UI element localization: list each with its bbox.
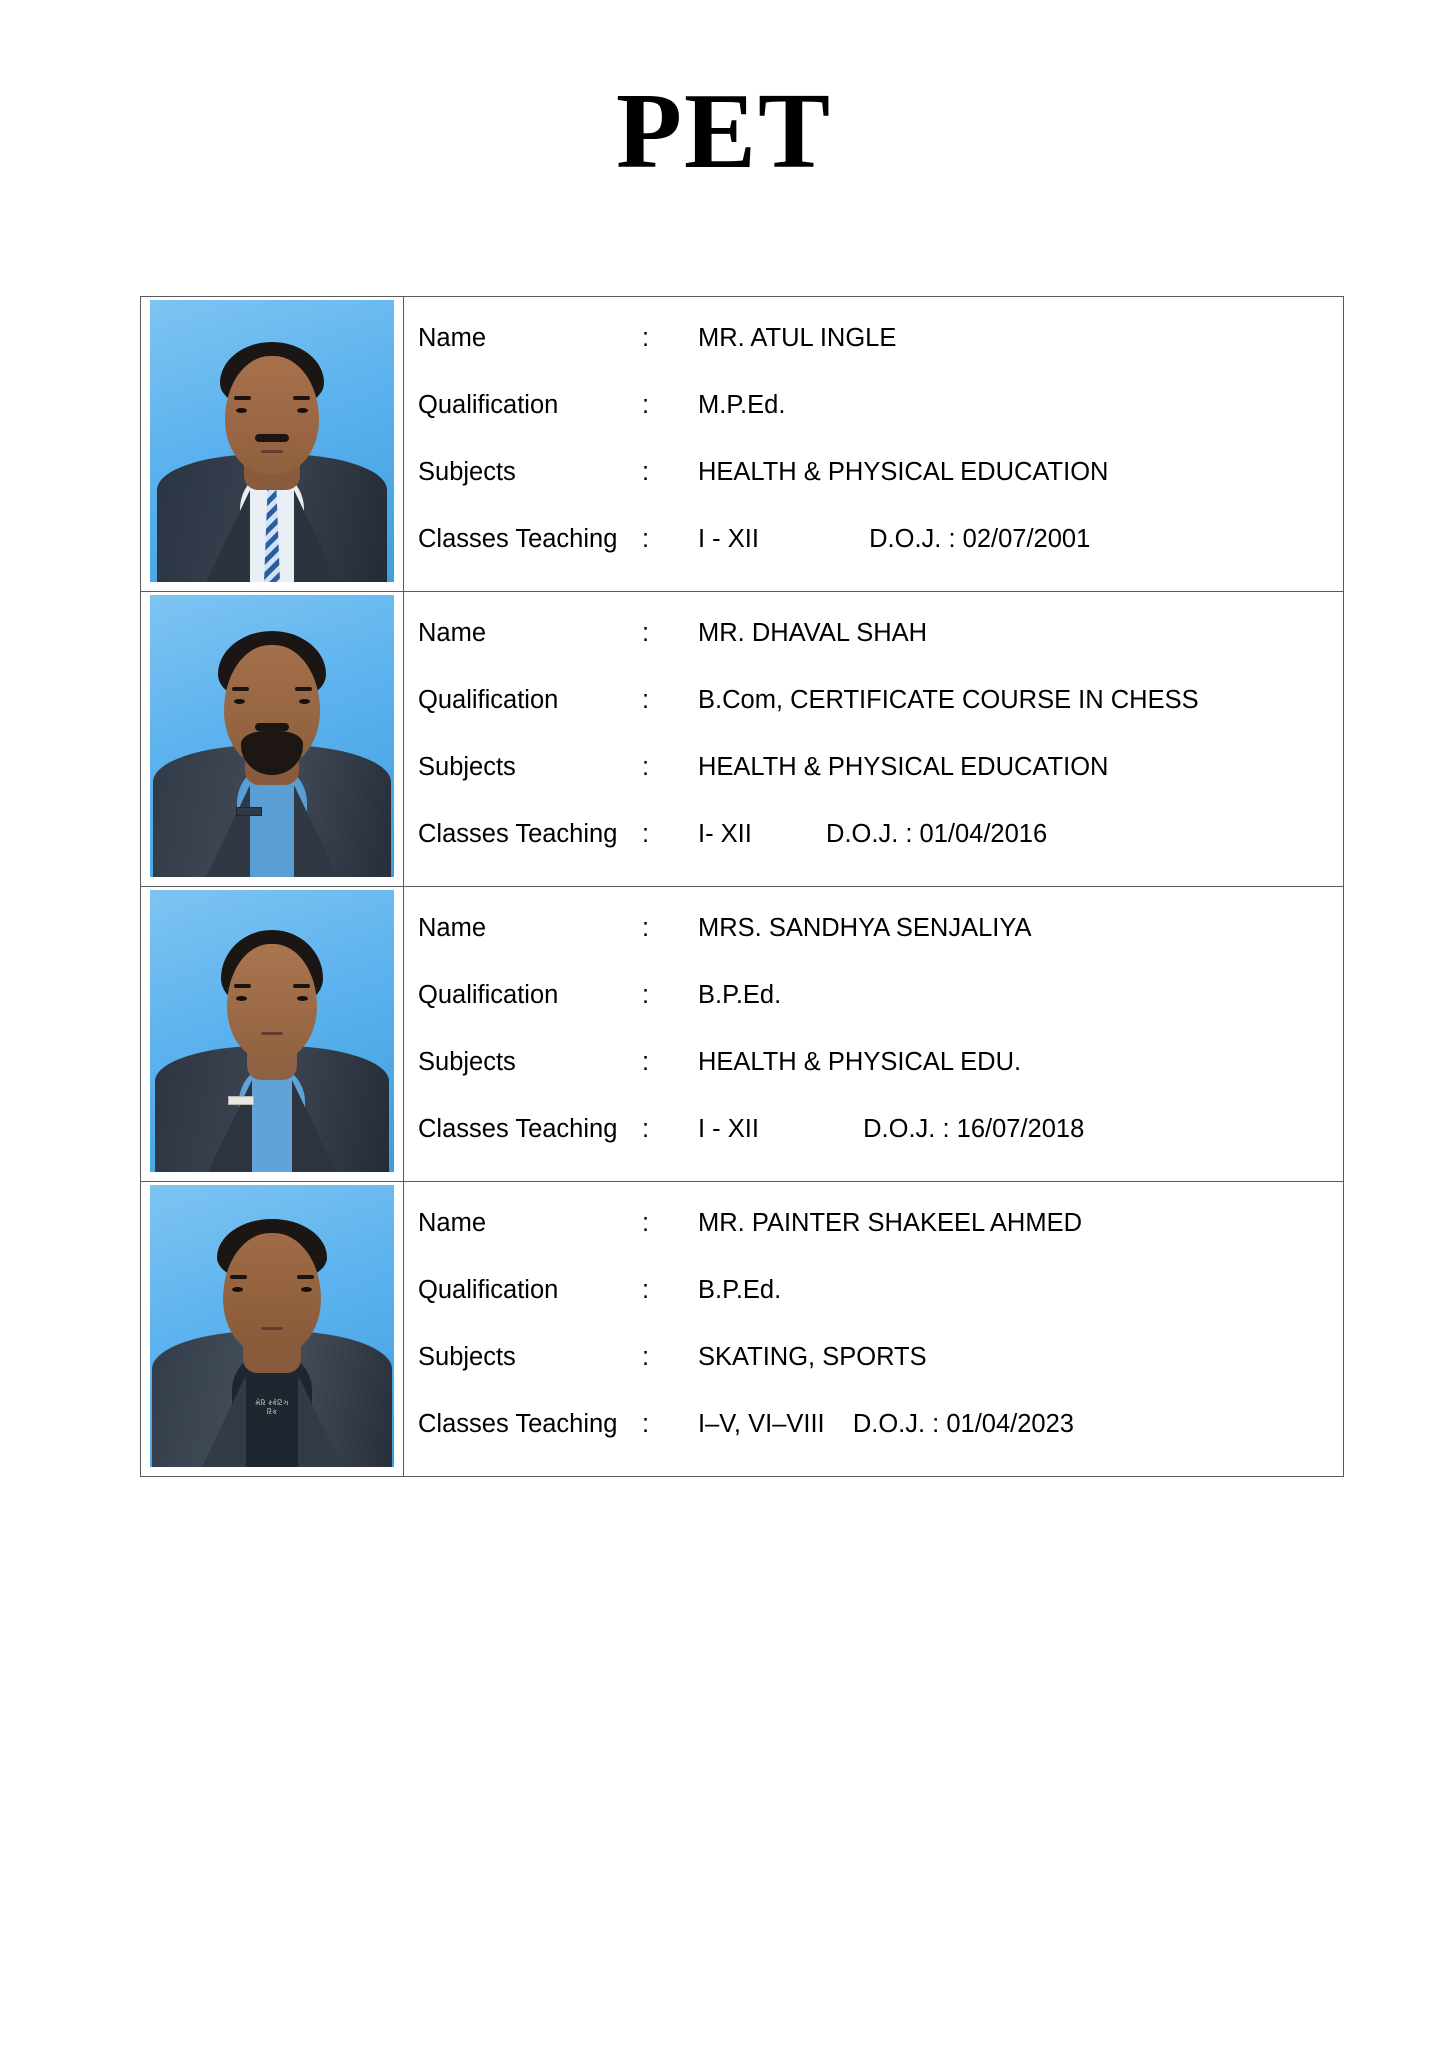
field-label-name: Name — [418, 619, 487, 647]
field-label-classes-teaching: Classes Teaching — [418, 525, 618, 553]
field-classes-teaching — [418, 1409, 1343, 1476]
field-value-name: MR. ATUL INGLE — [698, 324, 897, 352]
photo-cell — [141, 297, 404, 592]
date-of-joining: D.O.J. : 01/04/2023 — [852, 1410, 1074, 1438]
field-value-subjects: HEALTH & PHYSICAL EDUCATION — [698, 458, 1109, 486]
field-value-qualification: B.Com, CERTIFICATE COURSE IN CHESS — [698, 686, 1199, 714]
field-name — [418, 618, 1343, 685]
classes-range: I - XII — [698, 1115, 759, 1143]
info-cell — [404, 1182, 1344, 1477]
staff-photo — [150, 890, 394, 1172]
field-separator: : — [642, 324, 650, 352]
table-row — [141, 1182, 1344, 1477]
field-subjects — [418, 752, 1343, 819]
field-subjects — [418, 1047, 1343, 1114]
field-separator: : — [642, 1410, 650, 1438]
field-label-name: Name — [418, 1209, 487, 1237]
field-separator: : — [642, 1276, 650, 1304]
field-qualification — [418, 1275, 1343, 1342]
field-label-subjects: Subjects — [418, 1048, 516, 1076]
field-value-subjects: SKATING, SPORTS — [698, 1343, 927, 1371]
field-value-classes-teaching — [698, 819, 1343, 849]
date-of-joining: D.O.J. : 01/04/2016 — [826, 820, 1048, 848]
field-qualification — [418, 390, 1343, 457]
photo-cell — [141, 592, 404, 887]
photo-cell — [141, 1182, 404, 1477]
field-separator: : — [642, 914, 650, 942]
field-subjects — [418, 1342, 1343, 1409]
field-value-subjects: HEALTH & PHYSICAL EDU. — [698, 1048, 1022, 1076]
info-cell — [404, 887, 1344, 1182]
field-separator: : — [642, 981, 650, 1009]
field-label-qualification: Qualification — [418, 1276, 559, 1304]
field-separator: : — [642, 1343, 650, 1371]
field-qualification — [418, 685, 1343, 752]
info-cell — [404, 592, 1344, 887]
field-separator: : — [642, 391, 650, 419]
field-value-qualification: M.P.Ed. — [698, 391, 786, 419]
field-value-qualification: B.P.Ed. — [698, 1276, 782, 1304]
photo-cell — [141, 887, 404, 1182]
field-separator: : — [642, 1048, 650, 1076]
field-name — [418, 913, 1343, 980]
field-value-classes-teaching — [698, 524, 1343, 554]
classes-range: I- XII — [698, 820, 752, 848]
field-value-name: MR. PAINTER SHAKEEL AHMED — [698, 1209, 1082, 1237]
staff-directory-table — [140, 296, 1344, 1477]
classes-range: I–V, VI–VIII — [698, 1410, 825, 1438]
staff-photo: મેરિ સ્કેટિંગ રિંક — [150, 1185, 394, 1467]
field-subjects — [418, 457, 1343, 524]
staff-photo — [150, 300, 394, 582]
field-classes-teaching — [418, 524, 1343, 591]
field-label-classes-teaching: Classes Teaching — [418, 820, 618, 848]
field-separator: : — [642, 619, 650, 647]
field-separator: : — [642, 686, 650, 714]
field-label-name: Name — [418, 324, 487, 352]
field-qualification — [418, 980, 1343, 1047]
table-row — [141, 887, 1344, 1182]
classes-range: I - XII — [698, 525, 759, 553]
page-title: PET — [615, 72, 833, 191]
field-name — [418, 1208, 1343, 1275]
field-label-subjects: Subjects — [418, 753, 516, 781]
date-of-joining: D.O.J. : 02/07/2001 — [869, 525, 1091, 553]
staff-photo — [150, 595, 394, 877]
table-row — [141, 297, 1344, 592]
field-label-qualification: Qualification — [418, 686, 559, 714]
table-row — [141, 592, 1344, 887]
field-name — [418, 323, 1343, 390]
field-separator: : — [642, 753, 650, 781]
field-separator: : — [642, 458, 650, 486]
field-separator: : — [642, 820, 650, 848]
date-of-joining: D.O.J. : 16/07/2018 — [863, 1115, 1085, 1143]
field-value-qualification: B.P.Ed. — [698, 981, 782, 1009]
field-label-classes-teaching: Classes Teaching — [418, 1410, 618, 1438]
field-label-subjects: Subjects — [418, 458, 516, 486]
info-cell — [404, 297, 1344, 592]
field-label-qualification: Qualification — [418, 981, 559, 1009]
field-label-qualification: Qualification — [418, 391, 559, 419]
field-label-subjects: Subjects — [418, 1343, 516, 1371]
field-value-name: MRS. SANDHYA SENJALIYA — [698, 914, 1032, 942]
field-value-classes-teaching — [698, 1114, 1343, 1144]
field-classes-teaching — [418, 819, 1343, 886]
field-value-subjects: HEALTH & PHYSICAL EDUCATION — [698, 753, 1109, 781]
field-label-classes-teaching: Classes Teaching — [418, 1115, 618, 1143]
field-classes-teaching — [418, 1114, 1343, 1181]
field-value-classes-teaching — [698, 1409, 1343, 1439]
field-separator: : — [642, 1209, 650, 1237]
field-separator: : — [642, 1115, 650, 1143]
field-separator: : — [642, 525, 650, 553]
field-value-name: MR. DHAVAL SHAH — [698, 619, 928, 647]
field-label-name: Name — [418, 914, 487, 942]
